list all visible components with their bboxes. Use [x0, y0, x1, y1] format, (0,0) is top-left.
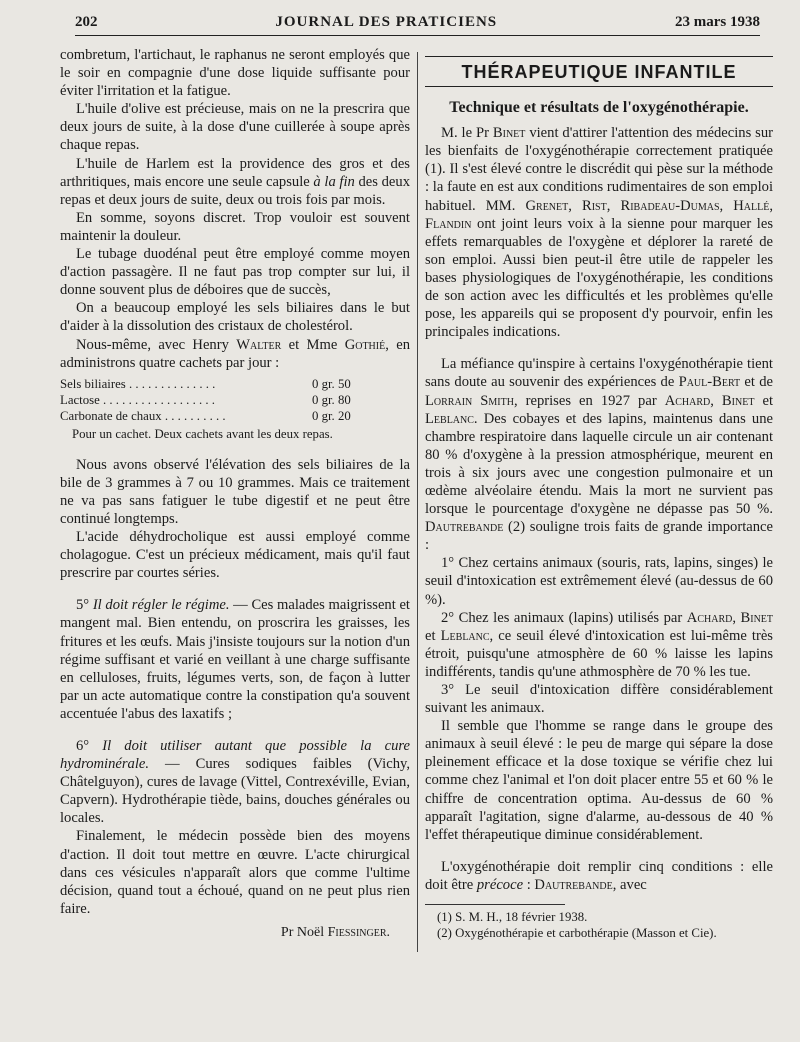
paragraph: Il semble que l'homme se range dans le groupe des animaux à seuil élevé : le peu de marge qui sépare la dose pleinement efficace et la dose toxique se vérifie chez lui comme chez l'animal et l'on doit placer entre 55 et 60 % le chiffre de concentration optima. Au-dessus de 60 % apparaît l'agitation, signe d'alarme, au-dessous de 40 % l'effet thérapeutique diminue considérablement.: [425, 718, 773, 843]
right-column: [425, 46, 773, 941]
paragraph: En somme, soyons discret. Trop vouloir est souvent maintenir la douleur.: [60, 209, 410, 244]
paragraph: L'oxygénothérapie doit remplir cinq conditions : elle doit être précoce : Dautrebande, avec: [425, 858, 773, 893]
footnote: (2) Oxygénothérapie et carbothérapie (Masson et Cie).: [437, 926, 717, 941]
paragraph: L'huile de Harlem est la providence des gros et des arthritiques, mais encore une seule capsule à la fin des deux repas et deux jours de suite, deux ou trois fois par mois.: [60, 155, 410, 208]
footnote-rule: [425, 904, 565, 905]
paragraph: La méfiance qu'inspire à certains l'oxygénothérapie tient sans doute au souvenir des expériences de Paul-Bert et de Lorrain Smith, reprises en 1927 par Achard, Binet et Leblanc. Des cobayes et des lapins, maintenus dans une chambre respiratoire dans laquelle circule un air contenant 80 % d'oxygène à la pression atmosphérique, meurent en trois à six jours avec une congestion pulmonaire et un œdème alvéolaire étendu. Mais la mort ne survient pas lorsque le pourcentage d'oxygène ne dépasse pas 50 %. Dautrebande (2) souligne trois faits de grande importance :: [425, 356, 774, 554]
journal-title: JOURNAL DES PRATICIENS: [275, 14, 498, 30]
paragraph: Finalement, le médecin possède bien des moyens d'action. Il doit tout mettre en œuvre. L'acte chirurgical dans ces vésicules n'apparaît alors que comme l'ultime décision, quand tout a échoué, quand on ne peut plus rien faire.: [60, 828, 410, 917]
paragraph: 2° Chez les animaux (lapins) utilisés par Achard, Binet et Leblanc, ce seuil élevé d'intoxication est lui-même très étroit, puisqu'une atmosphère de 60 % laisse les lapins indifférents, tandis qu'une athmosphère de 70 % les tue.: [425, 609, 774, 680]
author-signature: Pr Noël Fiessinger.: [280, 924, 390, 940]
paragraph: M. le Pr Binet vient d'attirer l'attention des médecins sur les bienfaits de l'oxygénothérapie correctement pratiquée (1). Il s'est élevé contre le discrédit qui pèse sur la méthode : la faute en est aux conditions rudimentaires de son emploi habituel. MM. Grenet, Rist, Ribadeau-Dumas, Hallé, Flandin ont joint leurs voix à la sienne pour marquer les effets remarquables de l'oxygène et déplorer la rareté de son emploi. Aussi bien peut-il être utile de rappeler les bases physiologiques de l'oxygénothérapie, les conditions de son action avec les difficultés et les problèmes qu'elle pose, les appareils qui se proposent d'y pourvoir, enfin les principales indications.: [425, 125, 774, 341]
paragraph: Le tubage duodénal peut être employé comme moyen d'action passagère. Il ne faut pas trop compter sur lui, il donne souvent plus de déboires que de succès,: [60, 246, 410, 299]
page-header: [75, 14, 760, 31]
composition-table: [60, 376, 410, 424]
paragraph: L'acide déhydrocholique est aussi employé comme cholagogue. C'est un précieux médicament, mais qu'il faut prescrire par courtes séries.: [60, 529, 410, 582]
paragraph: Nous avons observé l'élévation des sels biliaires de la bile de 3 grammes à 7 ou 10 grammes. Mais ce traitement ne va pas sans fatiguer le tube digestif et ne peut être continué longtemps.: [60, 456, 410, 527]
paragraph: On a beaucoup employé les sels biliaires dans le but d'aider à la dissolution des cristaux de cholestérol.: [60, 300, 410, 335]
section-title: THÉRAPEUTIQUE INFANTILE: [425, 56, 773, 87]
column-divider: [417, 52, 418, 952]
table-row: Lactose . . . . . . . . . . . . . . . . . . 0 gr. 80: [60, 392, 351, 407]
table-row: Carbonate de chaux . . . . . . . . . . 0 gr. 20: [60, 408, 351, 423]
paragraph: 1° Chez certains animaux (souris, rats, lapins, singes) le seuil d'intoxication est extrêmement élevé (au-dessus de 60 %).: [425, 555, 773, 608]
composition-note: Pour un cachet. Deux cachets avant les deux repas.: [72, 426, 333, 441]
page-number: 202: [75, 14, 98, 30]
paragraph: Nous-même, avec Henry Walter et Mme Gothié, en administrons quatre cachets par jour :: [60, 336, 410, 371]
paragraph: combretum, l'artichaut, le raphanus ne seront employés que le soir en compagnie d'une dose liquide suffisante pour éviter l'irritation et la fatigue.: [60, 47, 410, 100]
paragraph: 3° Le seuil d'intoxication diffère considérablement suivant les animaux.: [425, 682, 773, 717]
paragraph: 5° Il doit régler le régime. — Ces malades maigrissent et mangent mal. Bien entendu, on proscrira les graisses, les fritures et les œufs. Mais j'insiste toujours sur la notion d'un régime suffisant et varié en veillant à une charge suffisante en celluloses, fruits, légumes verts, son, de façon à lutter par un acte automatique contre la constipation qu'a souvent accentuée l'abus des laxatifs ;: [60, 597, 410, 722]
table-row: Sels biliaires . . . . . . . . . . . . . . 0 gr. 50: [60, 376, 351, 391]
header-rule: [75, 35, 760, 36]
footnote: (1) S. M. H., 18 février 1938.: [437, 910, 588, 925]
issue-date: 23 mars 1938: [674, 14, 760, 30]
article-title: Technique et résultats de l'oxygénothérapie.: [449, 99, 749, 117]
paragraph: L'huile d'olive est précieuse, mais on ne la prescrira que deux jours de suite, à la dose d'une cuillerée à soupe après chaque repas.: [60, 101, 410, 154]
left-column: [60, 46, 410, 942]
paragraph: 6° Il doit utiliser autant que possible la cure hydrominérale. — Cures sodiques faibles (Vichy, Châtelguyon), cures de lavage (Vittel, Contrexéville, Evian, Capvern). Hydrothérapie tiède, bains, douches générales ou locales.: [60, 738, 410, 827]
